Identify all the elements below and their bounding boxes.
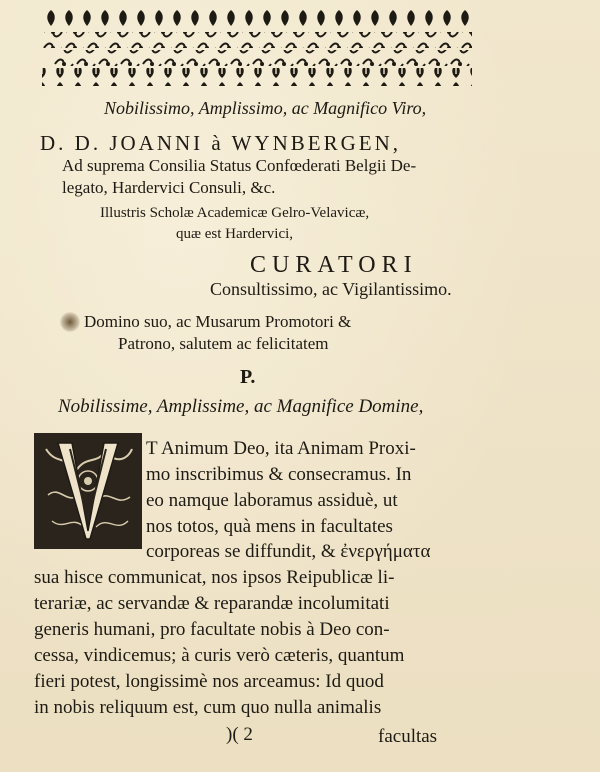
body-line: fieri potest, longissimè nos arceamus: Id quod — [34, 671, 384, 692]
greeting: Nobilissime, Amplissime, ac Magnifice Domine, — [58, 396, 424, 417]
dedication-line: Consultissimo, ac Vigilantissimo. — [210, 279, 452, 299]
signature-mark: )( 2 — [226, 724, 253, 745]
p-mark: P. — [240, 366, 256, 388]
body-line: eo namque laboramus assiduè, ut — [146, 490, 398, 511]
body-line: corporeas se diffundit, & ἐνεργήματα — [146, 541, 431, 562]
dedication-line: Nobilissimo, Amplissimo, ac Magnifico Viro, — [104, 98, 427, 118]
dedication-line: Illustris Scholæ Academicæ Gelro-Velavicæ, — [100, 205, 370, 221]
body-line: T Animum Deo, ita Animam Proxi- — [146, 438, 416, 459]
dedication-line: legato, Hardervici Consuli, &c. — [62, 178, 276, 197]
headpiece-ornament — [42, 8, 472, 88]
body-line: nos totos, quà mens in facultates — [146, 516, 393, 537]
curatori-heading: CURATORI — [250, 252, 418, 278]
body-line: in nobis reliquum est, cum quo nulla animalis — [34, 697, 382, 718]
dedicatee-name: D. D. JOANNI à WYNBERGEN, — [40, 131, 402, 155]
body-line: cessa, vindicemus; à curis verò cæteris, quantum — [34, 645, 405, 666]
dedication-line: quæ est Hardervici, — [176, 226, 294, 242]
drop-cap-initial — [34, 433, 142, 549]
dedication-line: Domino suo, ac Musarum Promotori & — [84, 312, 352, 331]
body-line: terariæ, ac servandæ & reparandæ incolumitati — [34, 593, 390, 614]
catchword: facultas — [378, 726, 438, 747]
dedication-line: Ad suprema Consilia Status Confœderati Belgii De- — [62, 156, 417, 175]
body-line: sua hisce communicat, nos ipsos Reipublicæ li- — [34, 567, 395, 588]
body-line: mo inscribimus & consecramus. In — [146, 464, 412, 485]
ink-stain — [60, 312, 80, 332]
dedication-line: Patrono, salutem ac felicitatem — [118, 334, 329, 353]
body-line: generis humani, pro facultate nobis à Deo con- — [34, 619, 390, 640]
